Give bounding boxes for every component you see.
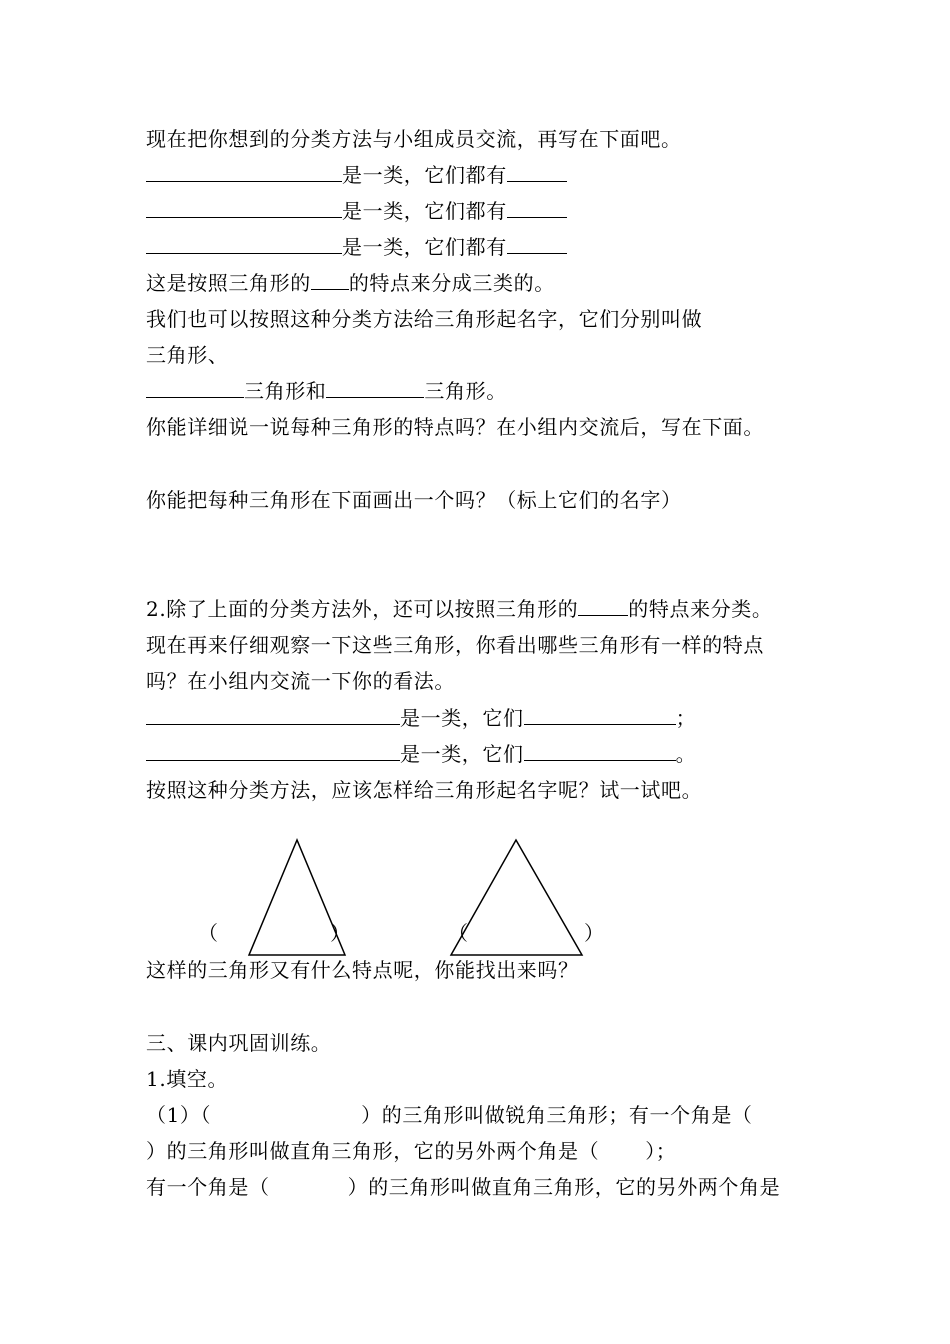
- describe-line: 你能详细说一说每种三角形的特点吗？在小组内交流后，写在下面。: [146, 415, 764, 439]
- row-text: 是一类，它们: [400, 742, 524, 766]
- question-1-label: 1.填空。: [146, 1067, 229, 1091]
- row-text: 是一类，它们: [400, 706, 524, 730]
- fill-text-a: 有一个角是（: [146, 1175, 270, 1199]
- draw-line: 你能把每种三角形在下面画出一个吗？（标上它们的名字）: [146, 488, 682, 512]
- row-end: 。: [675, 742, 697, 766]
- basis-post: 的特点来分成三类的。: [348, 271, 555, 295]
- naming-text-a: 三角形和: [244, 379, 327, 403]
- row-end: ；: [675, 706, 697, 730]
- fill-text-a: ）的三角形叫做直角三角形，它的另外两个角是（: [146, 1139, 600, 1163]
- equilateral-triangle: [451, 840, 582, 955]
- fill-text-b: ）的三角形叫做锐角三角形；有一个角是（: [361, 1103, 753, 1127]
- fill-text-b: ）；: [645, 1139, 677, 1163]
- observe-line-2: 吗？在小组内交流一下你的看法。: [146, 669, 455, 693]
- features-line: 这样的三角形又有什么特点呢，你能找出来吗？: [146, 958, 579, 982]
- section-3-heading: 三、课内巩固训练。: [146, 1031, 332, 1055]
- q2-post: 的特点来分类。: [628, 597, 773, 621]
- label-paren-open-2: （: [448, 921, 468, 945]
- label-paren-close-1: ）: [330, 921, 350, 945]
- fill-line-3: [146, 1174, 780, 1200]
- intro-line: 现在把你想到的分类方法与小组成员交流，再写在下面吧。: [146, 127, 682, 151]
- naming-text-b: 三角形。: [424, 379, 507, 403]
- label-paren-open-1: （: [198, 921, 218, 945]
- row-text: 是一类，它们都有: [342, 235, 507, 259]
- fill-text-a: （1）（: [146, 1103, 212, 1127]
- row-text: 是一类，它们都有: [342, 163, 507, 187]
- naming-line-1: 我们也可以按照这种分类方法给三角形起名字，它们分别叫做: [146, 307, 703, 331]
- row-text: 是一类，它们都有: [342, 199, 507, 223]
- fill-line-1: [146, 1102, 753, 1128]
- label-paren-close-2: ）: [584, 921, 604, 945]
- q2-pre: 2.除了上面的分类方法外，还可以按照三角形的: [146, 597, 579, 621]
- naming-prompt: 按照这种分类方法，应该怎样给三角形起名字呢？试一试吧。: [146, 778, 703, 802]
- fill-line-2: [146, 1138, 676, 1164]
- basis-pre: 这是按照三角形的: [146, 271, 311, 295]
- fill-text-b: ）的三角形叫做直角三角形，它的另外两个角是: [347, 1175, 781, 1199]
- naming-line-2: 三角形、: [146, 343, 229, 367]
- observe-line-1: 现在再来仔细观察一下这些三角形，你看出哪些三角形有一样的特点: [146, 633, 764, 657]
